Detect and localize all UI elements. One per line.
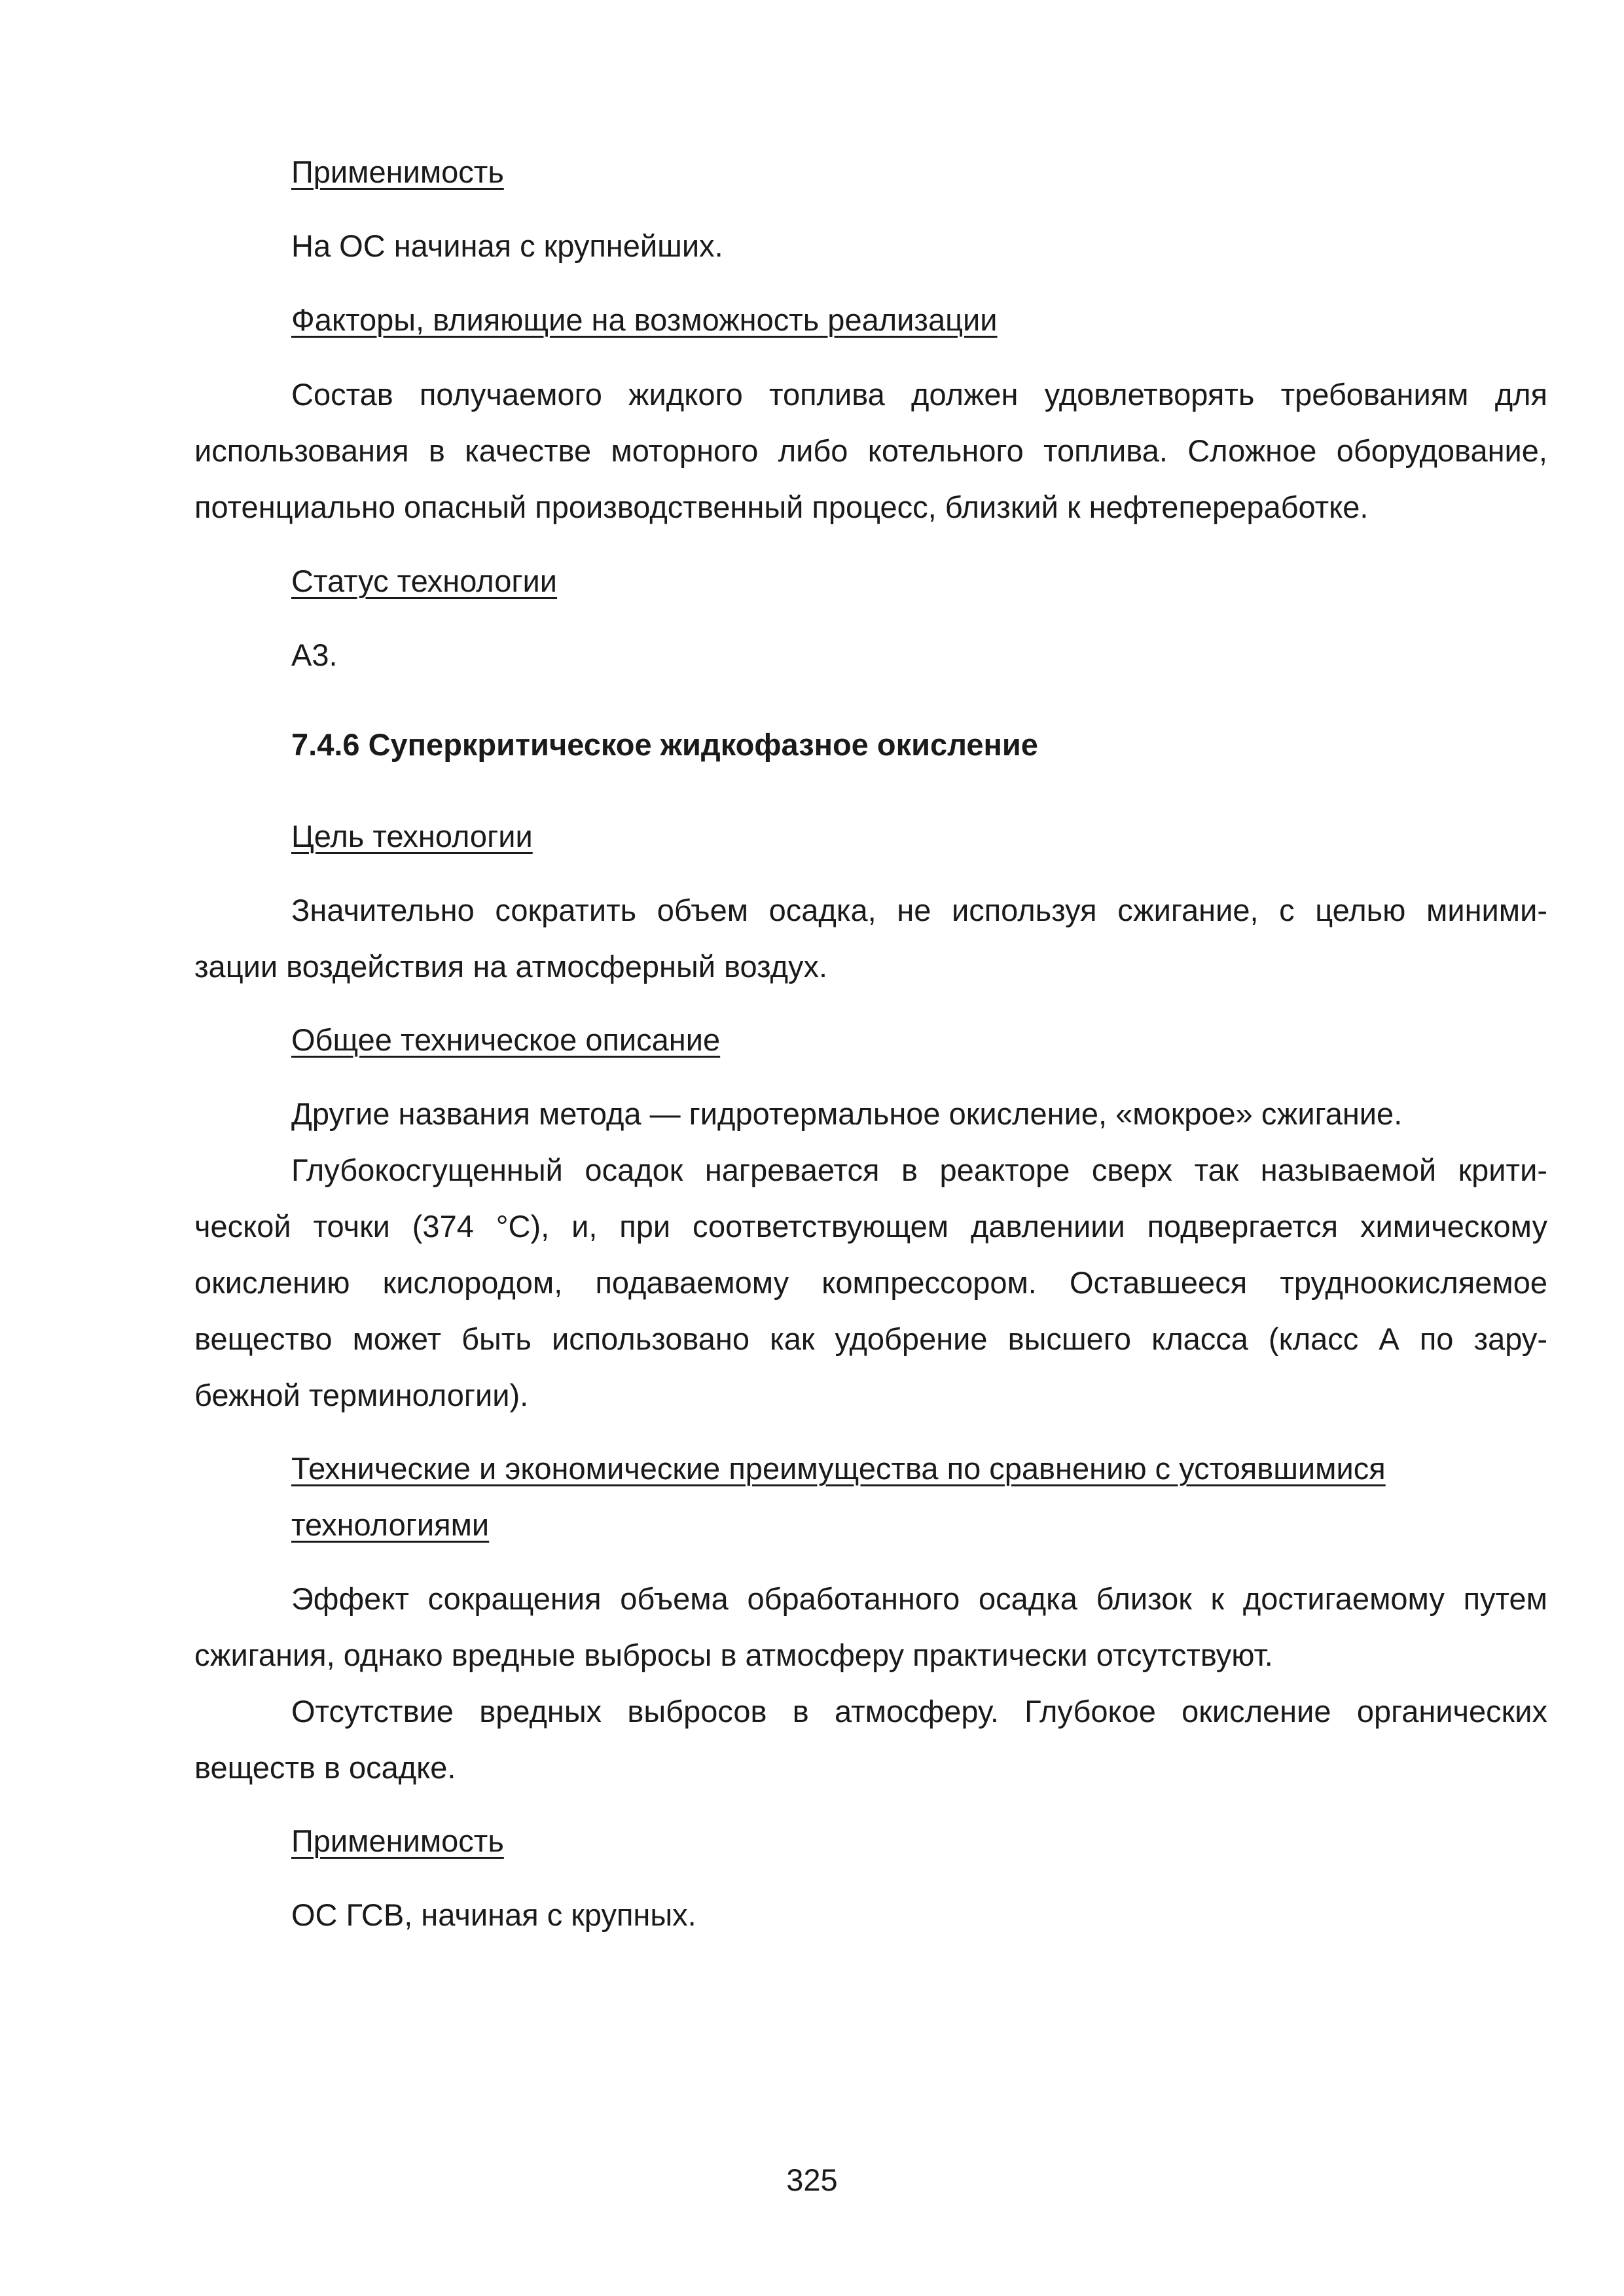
page-number: 325: [786, 2162, 838, 2197]
paragraph-description-line-1: Глубокосгущенный осадок нагревается в реакторе сверх так называемой крити-: [291, 1153, 1547, 1187]
subheading-applicability: Применимость: [291, 154, 504, 189]
paragraph-factors-line-3: потенциально опасный производственный процесс, близкий к нефтепереработке.: [194, 490, 1369, 524]
paragraph-description-line-2: ческой точки (374 °С), и, при соответствующем давлениии подвергается химическому: [194, 1209, 1547, 1244]
paragraph-goal-line-1: Значительно сократить объем осадка, не используя сжигание, с целью миними-: [291, 893, 1547, 927]
paragraph-applicability-2: ОС ГСВ, начиная с крупных.: [291, 1897, 696, 1932]
paragraph-description-line-4: вещество может быть использовано как удобрение высшего класса (класс А по зару-: [194, 1321, 1547, 1356]
subheading-description: Общее техническое описание: [291, 1022, 721, 1057]
subheading-goal: Цель технологии: [291, 819, 533, 853]
paragraph-status: А3.: [291, 637, 338, 672]
subheading-advantages-line-2: технологиями: [291, 1507, 490, 1542]
paragraph-description-line-3: окислению кислородом, подаваемому компрессором. Оставшееся трудноокисляемое: [194, 1265, 1547, 1300]
subheading-applicability-2: Применимость: [291, 1823, 504, 1858]
paragraph-advantages-2-line-1: Отсутствие вредных выбросов в атмосферу. Глубокое окисление органических: [291, 1694, 1547, 1729]
section-title: 7.4.6 Суперкритическое жидкофазное окисление: [291, 727, 1038, 762]
paragraph-applicability: На ОС начиная с крупнейших.: [291, 228, 723, 263]
paragraph-factors-line-1: Состав получаемого жидкого топлива должен удовлетворять требованиям для: [291, 377, 1547, 412]
paragraph-advantages-1-line-2: сжигания, однако вредные выбросы в атмосферу практически отсутствуют.: [194, 1638, 1273, 1672]
subheading-status: Статус технологии: [291, 564, 558, 598]
paragraph-other-names: Другие названия метода — гидротермальное окисление, «мокрое» сжигание.: [291, 1096, 1403, 1131]
paragraph-advantages-1-line-1: Эффект сокращения объема обработанного осадка близок к достигаемому путем: [291, 1581, 1547, 1616]
paragraph-description-line-5: бежной терминологии).: [194, 1378, 529, 1412]
paragraph-factors-line-2: использования в качестве моторного либо котельного топлива. Сложное оборудование,: [194, 433, 1547, 468]
paragraph-advantages-2-line-2: веществ в осадке.: [194, 1750, 456, 1785]
paragraph-goal-line-2: зации воздействия на атмосферный воздух.: [194, 949, 828, 984]
subheading-advantages-line-1: Технические и экономические преимущества по сравнению с устоявшимися: [291, 1451, 1386, 1486]
subheading-factors: Факторы, влияющие на возможность реализации: [291, 302, 998, 337]
